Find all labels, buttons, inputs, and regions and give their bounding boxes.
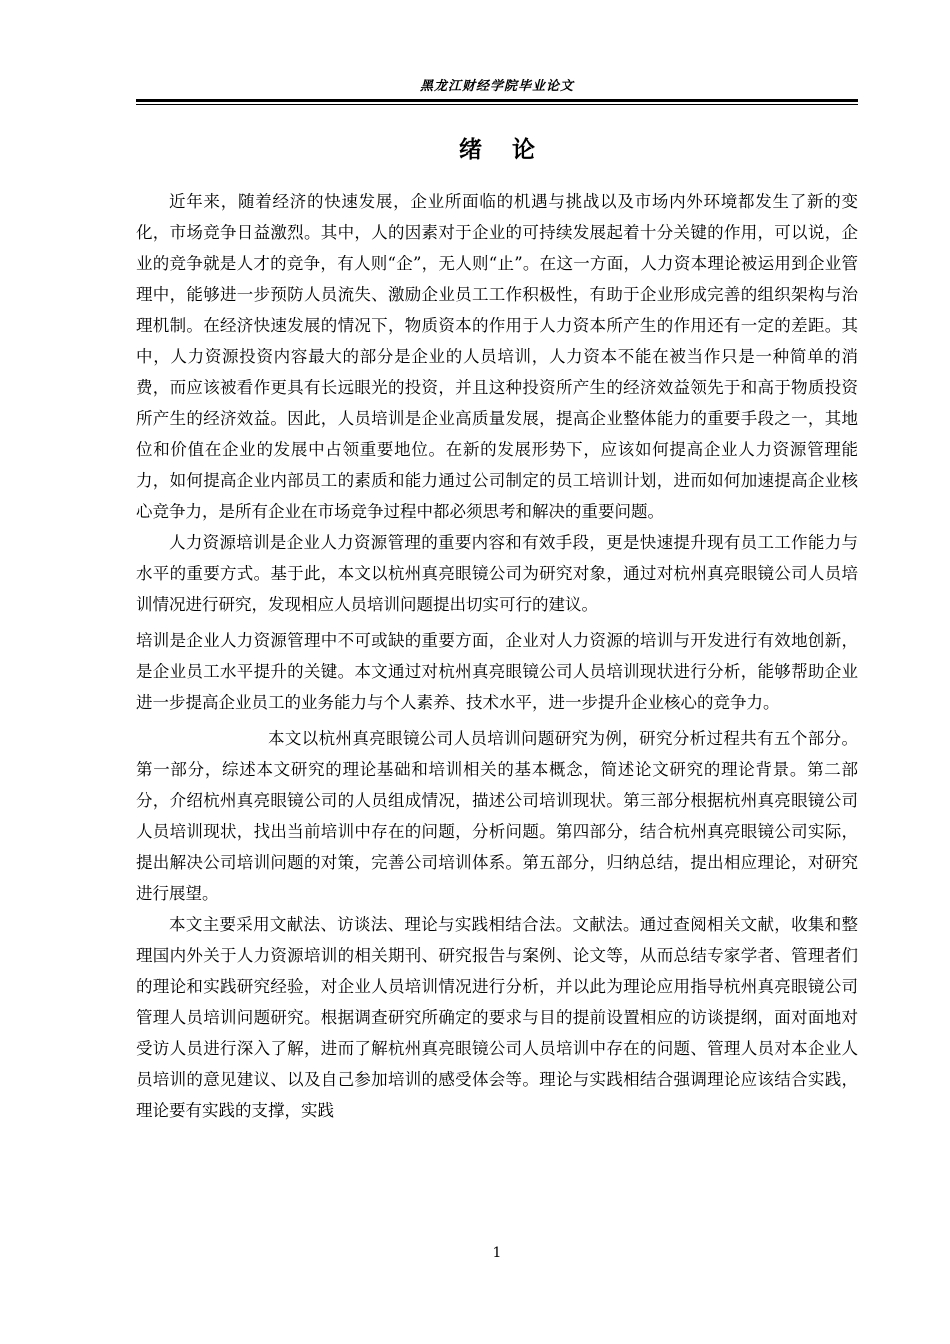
page-number: 1 xyxy=(492,1245,502,1261)
paragraph-introduction: 近年来，随着经济的快速发展，企业所面临的机遇与挑战以及市场内外环境都发生了新的变化，市场竞争日益激烈。其中，人的因素对于企业的可持续发展起着十分关键的作用，可以说，企业的竞争就是人才的竞争，有人则“企”，无人则“止”。在这一方面，人力资本理论被运用到企业管理中，能够进一步预防人员流失、激励企业员工工作积极性，有助于企业形成完善的组织架构与治理机制。在经济快速发展的情况下，物质资本的作用于人力资本所产生的作用还有一定的差距。其中，人力资源投资内容最大的部分是企业的人员培训，人力资本不能在被当作只是一种简单的消费，而应该被看作更具有长远眼光的投资，并且这种投资所产生的经济效益领先于和高于物质投资所产生的经济效益。因此，人员培训是企业高质量发展，提高企业整体能力的重要手段之一，其地位和价值在企业的发展中占领重要地位。在新的发展形势下，应该如何提高企业人力资源管理能力，如何提高企业内部员工的素质和能力通过公司制定的员工培训计划，进而如何加速提高企业核心竞争力，是所有企业在市场竞争过程中都必须思考和解决的重要问题。 xyxy=(136,192,858,521)
paragraph-research-object: 人力资源培训是企业人力资源管理的重要内容和有效手段，更是快速提升现有员工工作能力与水平的重要方式。基于此，本文以杭州真亮眼镜公司为研究对象，通过对杭州真亮眼镜公司人员培训情况进行研究，发现相应人员培训问题提出切实可行的建议。 xyxy=(136,533,858,614)
paragraph-methods: 本文主要采用文献法、访谈法、理论与实践相结合法。文献法。通过查阅相关文献，收集和整理国内外关于人力资源培训的相关期刊、研究报告与案例、论文等，从而总结专家学者、管理者们的理论和实践研究经验，对企业人员培训情况进行分析，并以此为理论应用指导杭州真亮眼镜公司管理人员培训问题研究。根据调查研究所确定的要求与目的提前设置相应的访谈提纲，面对面地对受访人员进行深入了解，进而了解杭州真亮眼镜公司人员培训中存在的问题、管理人员对本企业人员培训的意见建议、以及自己参加培训的感受体会等。理论与实践相结合强调理论应该结合实践，理论要有实践的支撑，实践 xyxy=(136,915,858,1120)
header-rule-thick xyxy=(136,99,858,102)
running-header: 黑龙江财经学院毕业论文 xyxy=(419,79,574,94)
paragraph-structure: 本文以杭州真亮眼镜公司人员培训问题研究为例，研究分析过程共有五个部分。第一部分，综述本文研究的理论基础和培训相关的基本概念，简述论文研究的理论背景。第二部分，介绍杭州真亮眼镜公司的人员组成情况，描述公司培训现状。第三部分根据杭州真亮眼镜公司人员培训现状，找出当前培训中存在的问题，分析问题。第四部分，结合杭州真亮眼镜公司实际，提出解决公司培训问题的对策，完善公司培训体系。第五部分，归纳总结，提出相应理论，对研究进行展望。 xyxy=(136,729,858,903)
body-text xyxy=(136,186,858,1126)
header-rule-thin xyxy=(136,104,858,105)
paragraph-training-importance: 培训是企业人力资源管理中不可或缺的重要方面，企业对人力资源的培训与开发进行有效地创新，是企业员工水平提升的关键。本文通过对杭州真亮眼镜公司人员培训现状进行分析，能够帮助企业进一步提高企业员工的业务能力与个人素养、技术水平，进一步提升企业核心的竞争力。 xyxy=(136,631,858,712)
section-heading: 绪论 xyxy=(459,136,565,163)
